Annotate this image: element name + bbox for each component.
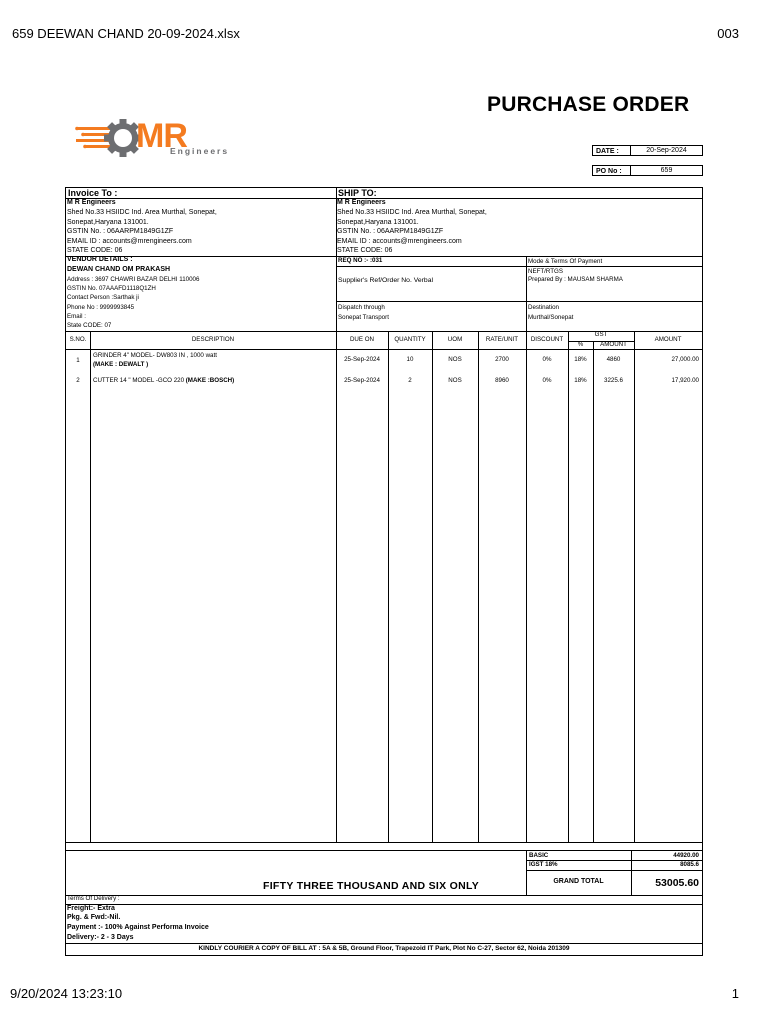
col-amount: AMOUNT bbox=[654, 336, 682, 343]
prepared-by: Prepared By : MAUSAM SHARMA bbox=[528, 276, 623, 283]
item-rate: 8960 bbox=[495, 377, 509, 384]
terms-payment: Payment :- 100% Against Performa Invoice bbox=[67, 924, 209, 931]
col-sno: S.NO. bbox=[69, 336, 87, 343]
col-discount: DISCOUNT bbox=[530, 336, 564, 343]
print-timestamp: 9/20/2024 13:23:10 bbox=[10, 986, 123, 1001]
col-gst: GST bbox=[594, 331, 608, 338]
file-name-header: 659 DEEWAN CHAND 20-09-2024.xlsx bbox=[12, 26, 240, 41]
item-discount: 0% bbox=[542, 356, 552, 363]
ship-to-gstin: GSTIN No. : 06AARPM1849G1ZF bbox=[337, 228, 444, 235]
item-uom: NOS bbox=[448, 377, 462, 384]
payment-mode-label: Mode & Terms Of Payment bbox=[528, 258, 603, 265]
col-gst-amount: AMOUNT bbox=[600, 341, 627, 348]
item-make: (MAKE : DEWALT ) bbox=[93, 361, 149, 368]
invoice-to-name: M R Engineers bbox=[67, 199, 116, 206]
col-gst-percent: % bbox=[577, 341, 584, 348]
item-discount: 0% bbox=[542, 377, 552, 384]
req-no: REQ NO :- :031 bbox=[338, 257, 383, 264]
item-sno: 2 bbox=[76, 377, 80, 384]
courier-note: KINDLY COURIER A COPY OF BILL AT : 5A & 5B, Ground Floor, Trapezoid IT Park, Plot No C-27, Sector 62, Noida 201309 bbox=[198, 945, 570, 952]
date-label: DATE : bbox=[592, 145, 631, 156]
item-gst-percent: 18% bbox=[574, 377, 587, 384]
item-gst-percent: 18% bbox=[574, 356, 587, 363]
payment-mode-value: NEFT/RTGS bbox=[528, 268, 563, 275]
logo-letters: MR bbox=[136, 117, 187, 155]
col-rate: RATE/UNIT bbox=[485, 336, 519, 343]
ship-to-state: STATE CODE: 06 bbox=[337, 247, 393, 254]
vendor-name: DEWAN CHAND OM PRAKASH bbox=[67, 266, 171, 273]
item-due: 25-Sep-2024 bbox=[344, 377, 380, 384]
grand-total-value: 53005.60 bbox=[655, 877, 699, 889]
item-description: GRINDER 4" MODEL- DW803 IN , 1000 watt bbox=[93, 352, 217, 359]
basic-label: BASIC bbox=[529, 852, 549, 859]
terms-packaging: Pkg. & Fwd:-Nil. bbox=[67, 914, 121, 921]
vendor-phone: Phone No : 9999993845 bbox=[67, 304, 135, 311]
page-number: 1 bbox=[731, 986, 739, 1001]
vendor-gstin: GSTIN No. 07AAAFD1118Q1ZH bbox=[67, 285, 156, 292]
po-value: 659 bbox=[630, 165, 703, 176]
destination-value: Murthal/Sonepat bbox=[528, 314, 574, 321]
col-description: DESCRIPTION bbox=[191, 336, 235, 343]
invoice-to-address2: Sonepat,Haryana 131001. bbox=[67, 219, 149, 226]
col-uom: UOM bbox=[447, 336, 463, 343]
terms-delivery: Delivery:- 2 - 3 Days bbox=[67, 934, 134, 941]
item-due: 25-Sep-2024 bbox=[344, 356, 380, 363]
item-amount: 17,920.00 bbox=[671, 377, 699, 384]
date-value: 20-Sep-2024 bbox=[630, 145, 703, 156]
item-make: (MAKE :BOSCH) bbox=[185, 377, 235, 384]
vendor-heading: VENDOR DETAILS : bbox=[67, 256, 133, 263]
grand-total-label: GRAND TOTAL bbox=[553, 878, 604, 885]
page-code-header: 003 bbox=[717, 26, 739, 41]
ship-to-heading: SHIP TO: bbox=[338, 188, 377, 198]
document-title: PURCHASE ORDER bbox=[487, 93, 690, 116]
item-description: CUTTER 14 " MODEL -GCO 220 bbox=[93, 377, 186, 384]
igst-value: 8085.6 bbox=[680, 861, 699, 868]
item-amount: 27,000.00 bbox=[671, 356, 699, 363]
invoice-to-address1: Shed No.33 HSIIDC Ind. Area Murthal, Sonepat, bbox=[67, 209, 217, 216]
logo-subtitle: Engineers bbox=[170, 146, 230, 156]
vendor-email: Email : bbox=[67, 313, 86, 320]
item-gst-amount: 3225.6 bbox=[604, 377, 623, 384]
item-rate: 2700 bbox=[495, 356, 509, 363]
invoice-to-gstin: GSTIN No. : 06AARPM1849G1ZF bbox=[67, 228, 174, 235]
ship-to-address2: Sonepat,Haryana 131001. bbox=[337, 219, 419, 226]
dispatch-value: Sonepat Transport bbox=[338, 314, 389, 321]
ship-to-name: M R Engineers bbox=[337, 199, 386, 206]
ship-to-email: EMAIL ID : accounts@mrengineers.com bbox=[337, 238, 462, 245]
basic-value: 44920.00 bbox=[673, 852, 699, 859]
item-sno: 1 bbox=[76, 357, 80, 364]
igst-label: IGST 18% bbox=[529, 861, 558, 868]
invoice-to-email: EMAIL ID : accounts@mrengineers.com bbox=[67, 238, 192, 245]
col-due-on: DUE ON bbox=[349, 336, 375, 343]
vendor-state: State CODE: 07 bbox=[67, 322, 112, 329]
item-qty: 2 bbox=[408, 377, 412, 384]
ship-to-address1: Shed No.33 HSIIDC Ind. Area Murthal, Sonepat, bbox=[337, 209, 487, 216]
terms-heading: Terms Of Delivery : bbox=[67, 895, 120, 902]
supplier-ref: Supplier's Ref/Order No. Verbal bbox=[338, 277, 433, 284]
item-uom: NOS bbox=[448, 356, 462, 363]
purchase-order-table bbox=[65, 187, 703, 956]
invoice-to-heading: Invoice To : bbox=[68, 188, 118, 198]
po-label: PO No : bbox=[592, 165, 631, 176]
invoice-to-state: STATE CODE: 06 bbox=[67, 247, 123, 254]
terms-freight: Freight:- Extra bbox=[67, 905, 115, 912]
destination-label: Destination bbox=[528, 304, 559, 311]
amount-in-words: FIFTY THREE THOUSAND AND SIX ONLY bbox=[263, 880, 480, 892]
vendor-address: Address : 3697 CHAWRI BAZAR DELHI 110006 bbox=[67, 276, 200, 283]
item-qty: 10 bbox=[406, 356, 414, 363]
col-quantity: QUANTITY bbox=[394, 336, 426, 343]
vendor-contact: Contact Person :Sarthak ji bbox=[67, 294, 139, 301]
item-gst-amount: 4860 bbox=[606, 356, 621, 363]
company-logo bbox=[74, 117, 230, 160]
dispatch-label: Dispatch through bbox=[338, 304, 385, 311]
